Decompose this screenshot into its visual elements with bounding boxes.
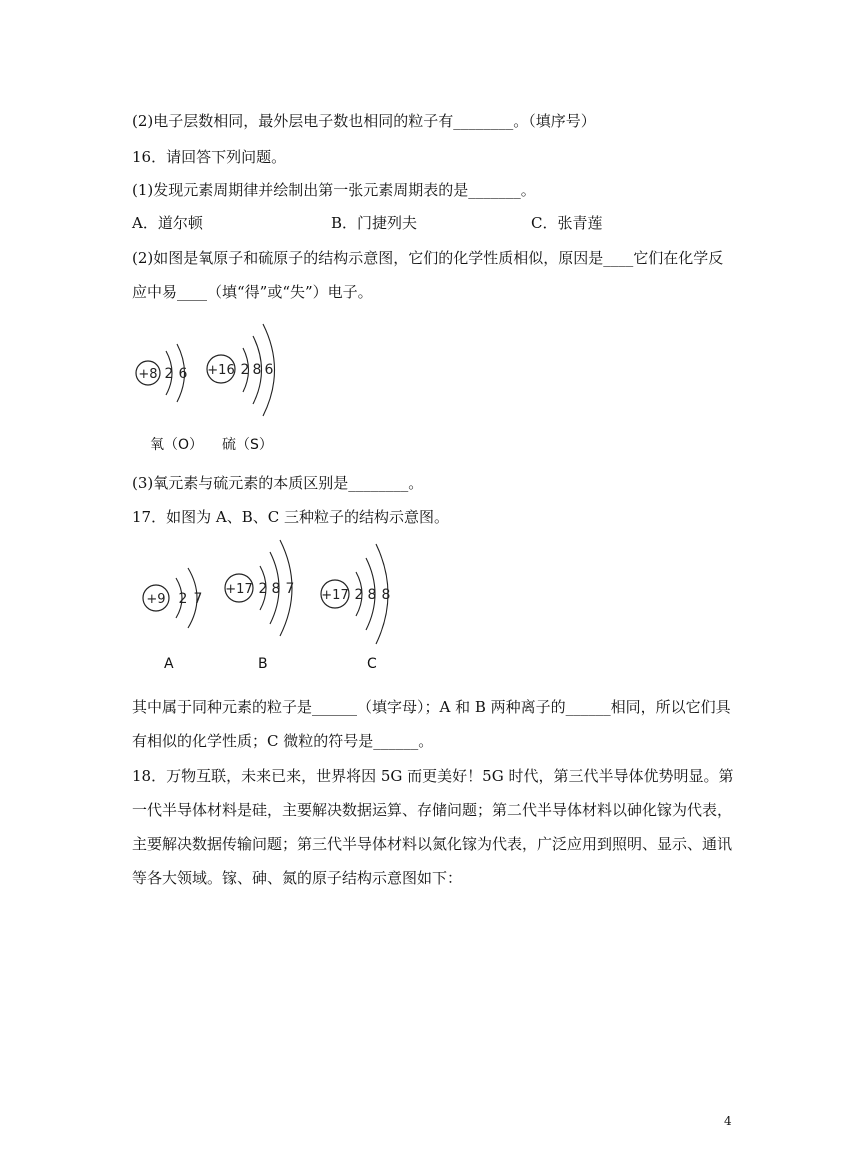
sulfur-label: 硫（S）: [222, 437, 273, 453]
q15-part2: (2)电子层数相同，最外层电子数也相同的粒子有________。（填序号）: [132, 112, 596, 130]
q16-option-b: B．门捷列夫: [331, 214, 418, 232]
q16-stem: 16．请回答下列问题。: [132, 148, 287, 166]
particles-abc-diagram: [138, 538, 428, 648]
particle-b-diagram: [225, 540, 294, 636]
q16-option-c: C．张青莲: [531, 214, 603, 232]
q16-part2-line2: 应中易____（填“得”或“失”）电子。: [132, 283, 373, 301]
q18-line3: 主要解决数据传输问题；第三代半导体材料以氮化镓为代表，广泛应用到照明、显示、通讯: [132, 835, 733, 853]
particle-c-nucleus-charge: +17: [321, 588, 349, 603]
sulfur-nucleus-charge: +16: [207, 363, 235, 378]
oxygen-atom-diagram: [136, 344, 188, 402]
particle-b-electrons-shell-1: 2: [258, 581, 268, 597]
particle-b-nucleus-charge: +17: [225, 582, 253, 597]
q18-line1: 18．万物互联，未来已来，世界将因 5G 而更美好！5G 时代，第三代半导体优势明显。第: [132, 767, 734, 785]
q16-part3: (3)氧元素与硫元素的本质区别是________。: [132, 474, 424, 492]
oxygen-sulfur-atom-diagram: [126, 318, 326, 428]
oxygen-nucleus-charge: +8: [138, 367, 158, 382]
sulfur-electrons-shell-3: 6: [264, 362, 274, 378]
q16-option-a: A．道尔顿: [132, 214, 203, 232]
particle-a-nucleus-charge: +9: [146, 592, 166, 607]
q17-text-line1: 其中属于同种元素的粒子是______（填字母）；A 和 B 两种离子的______相同，所以它们具: [132, 698, 731, 716]
oxygen-electrons-shell-2: 6: [178, 366, 188, 382]
q17-stem: 17．如图为 A、B、C 三种粒子的结构示意图。: [132, 508, 449, 526]
particle-c-electrons-shell-2: 8: [367, 587, 377, 603]
sulfur-electrons-shell-2: 8: [252, 362, 262, 378]
oxygen-electrons-shell-1: 2: [164, 366, 174, 382]
q16-part2-line1: (2)如图是氧原子和硫原子的结构示意图，它们的化学性质相似，原因是____它们在化学反: [132, 249, 724, 267]
particle-c-electrons-shell-1: 2: [354, 587, 364, 603]
oxygen-label: 氧（O）: [150, 437, 204, 453]
particle-a-diagram: [143, 568, 202, 628]
particle-a-label: A: [164, 656, 174, 672]
particle-c-label: C: [367, 656, 377, 672]
particle-c-electrons-shell-3: 8: [381, 587, 391, 603]
q18-line2: 一代半导体材料是硅，主要解决数据运算、存储问题；第二代半导体材料以砷化镓为代表，: [132, 801, 733, 819]
sulfur-atom-diagram: [207, 324, 275, 416]
sulfur-electrons-shell-1: 2: [240, 362, 250, 378]
page-number: 4: [724, 1114, 732, 1128]
q16-part1: (1)发现元素周期律并绘制出第一张元素周期表的是_______。: [132, 181, 536, 199]
particle-a-electrons-shell-2: 7: [193, 591, 203, 607]
particle-a-electrons-shell-1: 2: [178, 591, 188, 607]
particle-b-electrons-shell-3: 7: [285, 581, 295, 597]
particle-b-electrons-shell-2: 8: [271, 581, 281, 597]
particle-b-label: B: [258, 656, 268, 672]
q18-line4: 等各大领域。镓、砷、氮的原子结构示意图如下：: [132, 869, 463, 887]
q17-text-line2: 有相似的化学性质；C 微粒的符号是______。: [132, 732, 434, 750]
particle-c-diagram: [321, 544, 390, 644]
